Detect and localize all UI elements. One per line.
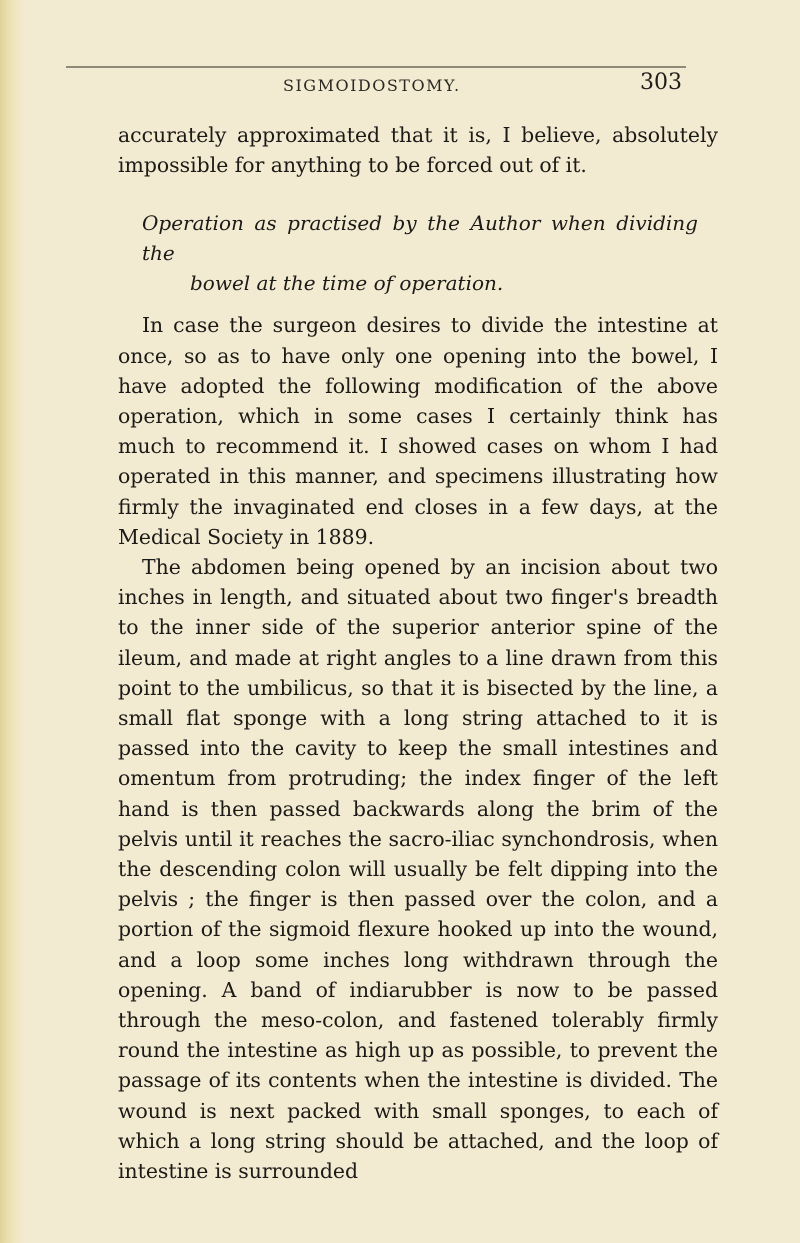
section-heading (118, 208, 718, 298)
book-page (118, 70, 718, 1186)
header-rule (66, 66, 686, 68)
running-head: SIGMOIDOSTOMY. (283, 76, 461, 95)
page-number: 303 (640, 70, 682, 95)
continuation-paragraph: accurately approximated that it is, I believe, absolutely impossible for anything to be forced out of it. (118, 123, 718, 178)
section-heading-line-1: Operation as practised by the Author when dividing the (142, 211, 698, 266)
section-heading-line-2: bowel at the time of operation. (190, 271, 504, 296)
page-header (118, 70, 718, 102)
paragraph-2: The abdomen being opened by an incision about two inches in length, and situated about two finger's breadth to the inner side of the superior anterior spine of the ileum, and made at right angles to a line drawn from this point to the umbilicus, so that it is bisected by the line, a small flat sponge with a long string attached to it is passed into the cavity to keep the small intestines and omentum from protruding; the index finger of the left hand is then passed backwards along the brim of the pelvis until it reaches the sacro-iliac synchondrosis, when the descending colon will usually be felt dipping into the pelvis ; the finger is then passed over the colon, and a portion of the sigmoid flexure hooked up into the wound, and a loop some inches long withdrawn through the opening. A band of indiarubber is now to be passed through the meso-colon, and fastened tolerably firmly round the intestine as high up as possible, to prevent the passage of its contents when the intestine is divided. The wound is next packed with small sponges, to each of which a long string should be attached, and the loop of intestine is surrounded (118, 555, 718, 1184)
page-spine-shadow (0, 0, 24, 1243)
paragraph-1: In case the surgeon desires to divide the intestine at once, so as to have only one opening into the bowel, I have adopted the following modification of the above operation, which in some cases I certainly think has much to recommend it. I showed cases on whom I had operated in this manner, and specimens illustrating how firmly the invaginated end closes in a few days, at the Medical Society in 1889. (118, 313, 718, 549)
page-body (118, 120, 718, 1186)
